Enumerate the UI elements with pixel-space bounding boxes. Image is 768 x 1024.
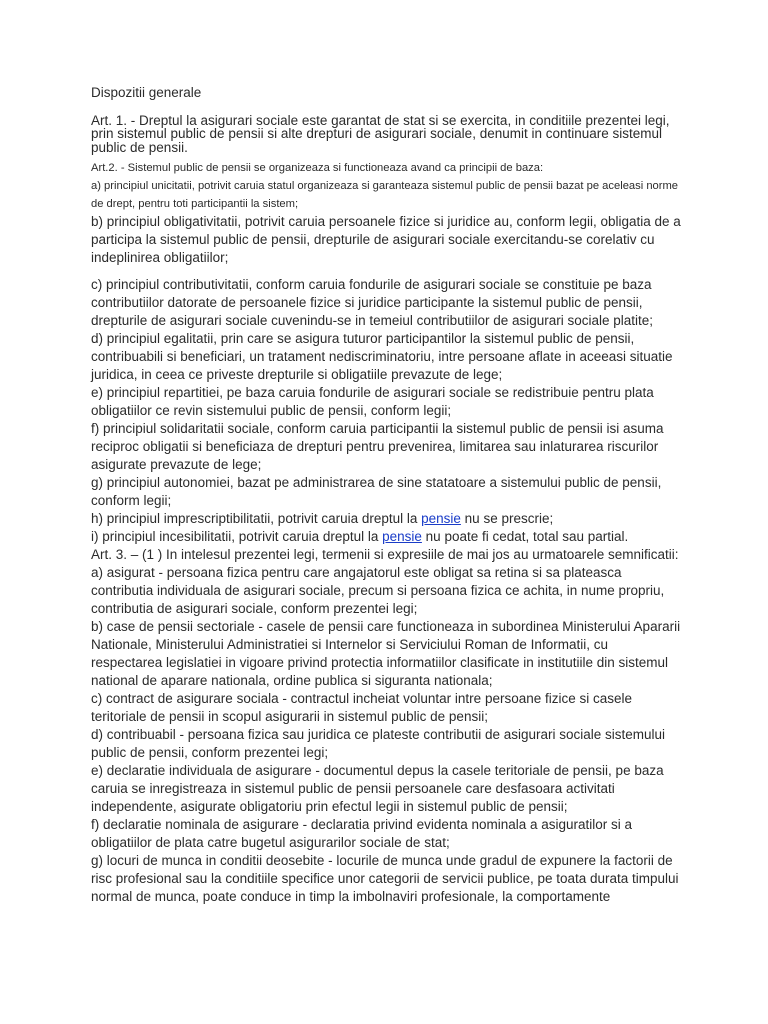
article-2-item-d: d) principiul egalitatii, prin care se asigura tuturor participantilor la sistemul public de pensii, contribuabili si beneficiari, un tratament nediscriminatoriu, intre persoane aflate in aceeasi situatie juridica, in ceea ce priveste drepturile si obligatiile prevazute de lege; (91, 330, 673, 382)
article-2-item-h (91, 510, 681, 528)
article-2-item-a: a) principiul unicitatii, potrivit caruia statul organizeaza si garanteaza sistemul public de pensii bazat pe aceleasi norme de drept, pentru toti participantii la sistem; (91, 179, 679, 210)
article-2-item-h-text: h) principiul imprescriptibilitatii, potrivit caruia dreptul la (91, 510, 422, 526)
section-title: Dispozitii generale (91, 85, 202, 100)
article-3-item-e: e) declaratie individuala de asigurare - documentul depus la casele teritoriale de pensii, pe baza caruia se inregistreaza in sistemul public de pensii persoanele care desfasoara activitati independente, asigurate obligatoriu prin efectul legii in sistemul public de pensii; (91, 762, 664, 814)
article-2-item-i (91, 528, 681, 546)
article-2-item-e: e) principiul repartitiei, pe baza caruia fondurile de asigurari sociale se redistribuie pentru plata obligatiilor ce revin sistemului public de pensii, conform legii; (91, 384, 654, 418)
article-1: Art. 1. - Dreptul la asigurari sociale este garantat de stat si se exercita, in conditiile prezentei legi, prin sistemul public de pensii si alte drepturi de asigurari sociale, denumit in continuare sistemul public de pensii. (91, 113, 670, 155)
pensie-link[interactable]: pensie (382, 528, 422, 544)
article-3-item-f: f) declaratie nominala de asigurare - declaratia privind evidenta nominala a asiguratilor si a obligatiilor de plata catre bugetul asigurarilor sociale de stat; (91, 816, 633, 850)
pensie-link[interactable]: pensie (421, 510, 461, 526)
article-3-item-d: d) contribuabil - persoana fizica sau juridica ce plateste contributii de asigurari sociale sistemului public de pensii, conform prezentei legi; (91, 726, 666, 760)
article-3-item-b: b) case de pensii sectoriale - casele de pensii care functioneaza in subordinea Ministerului Apararii Nationale, Ministerului Administratiei si Internelor si Serviciului Roman de Informatii, cu respectarea legislatiei in vigoare privind protectia informatiilor clasificate in institutiile din sistemul national de aparare nationala, ordine publica si siguranta nationala; (91, 618, 681, 688)
article-2-item-g: g) principiul autonomiei, bazat pe administrarea de sine statatoare a sistemului public de pensii, conform legii; (91, 474, 662, 508)
article-3-item-c: c) contract de asigurare sociala - contractul incheiat voluntar intre persoane fizice si casele teritoriale de pensii in scopul asigurarii in sistemul public de pensii; (91, 690, 633, 724)
document-body (91, 84, 681, 906)
article-2-item-h-tail: nu se prescrie; (460, 510, 554, 526)
article-2-intro: Art.2. - Sistemul public de pensii se organizeaza si functioneaza avand ca principii de baza: (91, 161, 544, 174)
article-3-item-a: a) asigurat - persoana fizica pentru care angajatorul este obligat sa retina si sa plateasca contributia individuala de asigurari sociale, precum si persoana fizica ce achita, in nume propriu, contributia de asigurari sociale, conform prezentei legi; (91, 564, 665, 616)
article-2-item-f: f) principiul solidaritatii sociale, conform caruia participantii la sistemul public de pensii isi asuma reciproc obligatii si beneficiaza de drepturi pentru prevenirea, limitarea sau inlaturarea riscurilor asigurate prevazute de lege; (91, 420, 664, 472)
article-2-item-c: c) principiul contributivitatii, conform caruia fondurile de asigurari sociale se constituie pe baza contributiilor datorate de persoanele fizice si juridice participante la sistemul public de pensii, drepturile de asigurari sociale cuvenindu-se in temeiul contributiilor de asigurari sociale platite; (91, 276, 654, 328)
article-2-item-i-tail: nu poate fi cedat, total sau partial. (421, 528, 629, 544)
article-3-item-g: g) locuri de munca in conditii deosebite - locurile de munca unde gradul de expunere la factorii de risc profesional sau la conditiile specifice unor categorii de servicii publice, pe toata durata timpului normal de munca, poate conduce in timp la imbolnaviri profesionale, la comportamente (91, 852, 679, 904)
article-2-item-i-text: i) principiul incesibilitatii, potrivit caruia dreptul la (91, 528, 383, 544)
article-2-item-b: b) principiul obligativitatii, potrivit caruia persoanele fizice si juridice au, conform legii, obligatia de a participa la sistemul public de pensii, drepturile de asigurari sociale exercitandu-se corelativ cu indeplinirea obligatiilor; (91, 213, 681, 265)
article-3-intro: Art. 3. – (1 ) In intelesul prezentei legi, termenii si expresiile de mai jos au urmatoarele semnificatii: (91, 546, 679, 562)
